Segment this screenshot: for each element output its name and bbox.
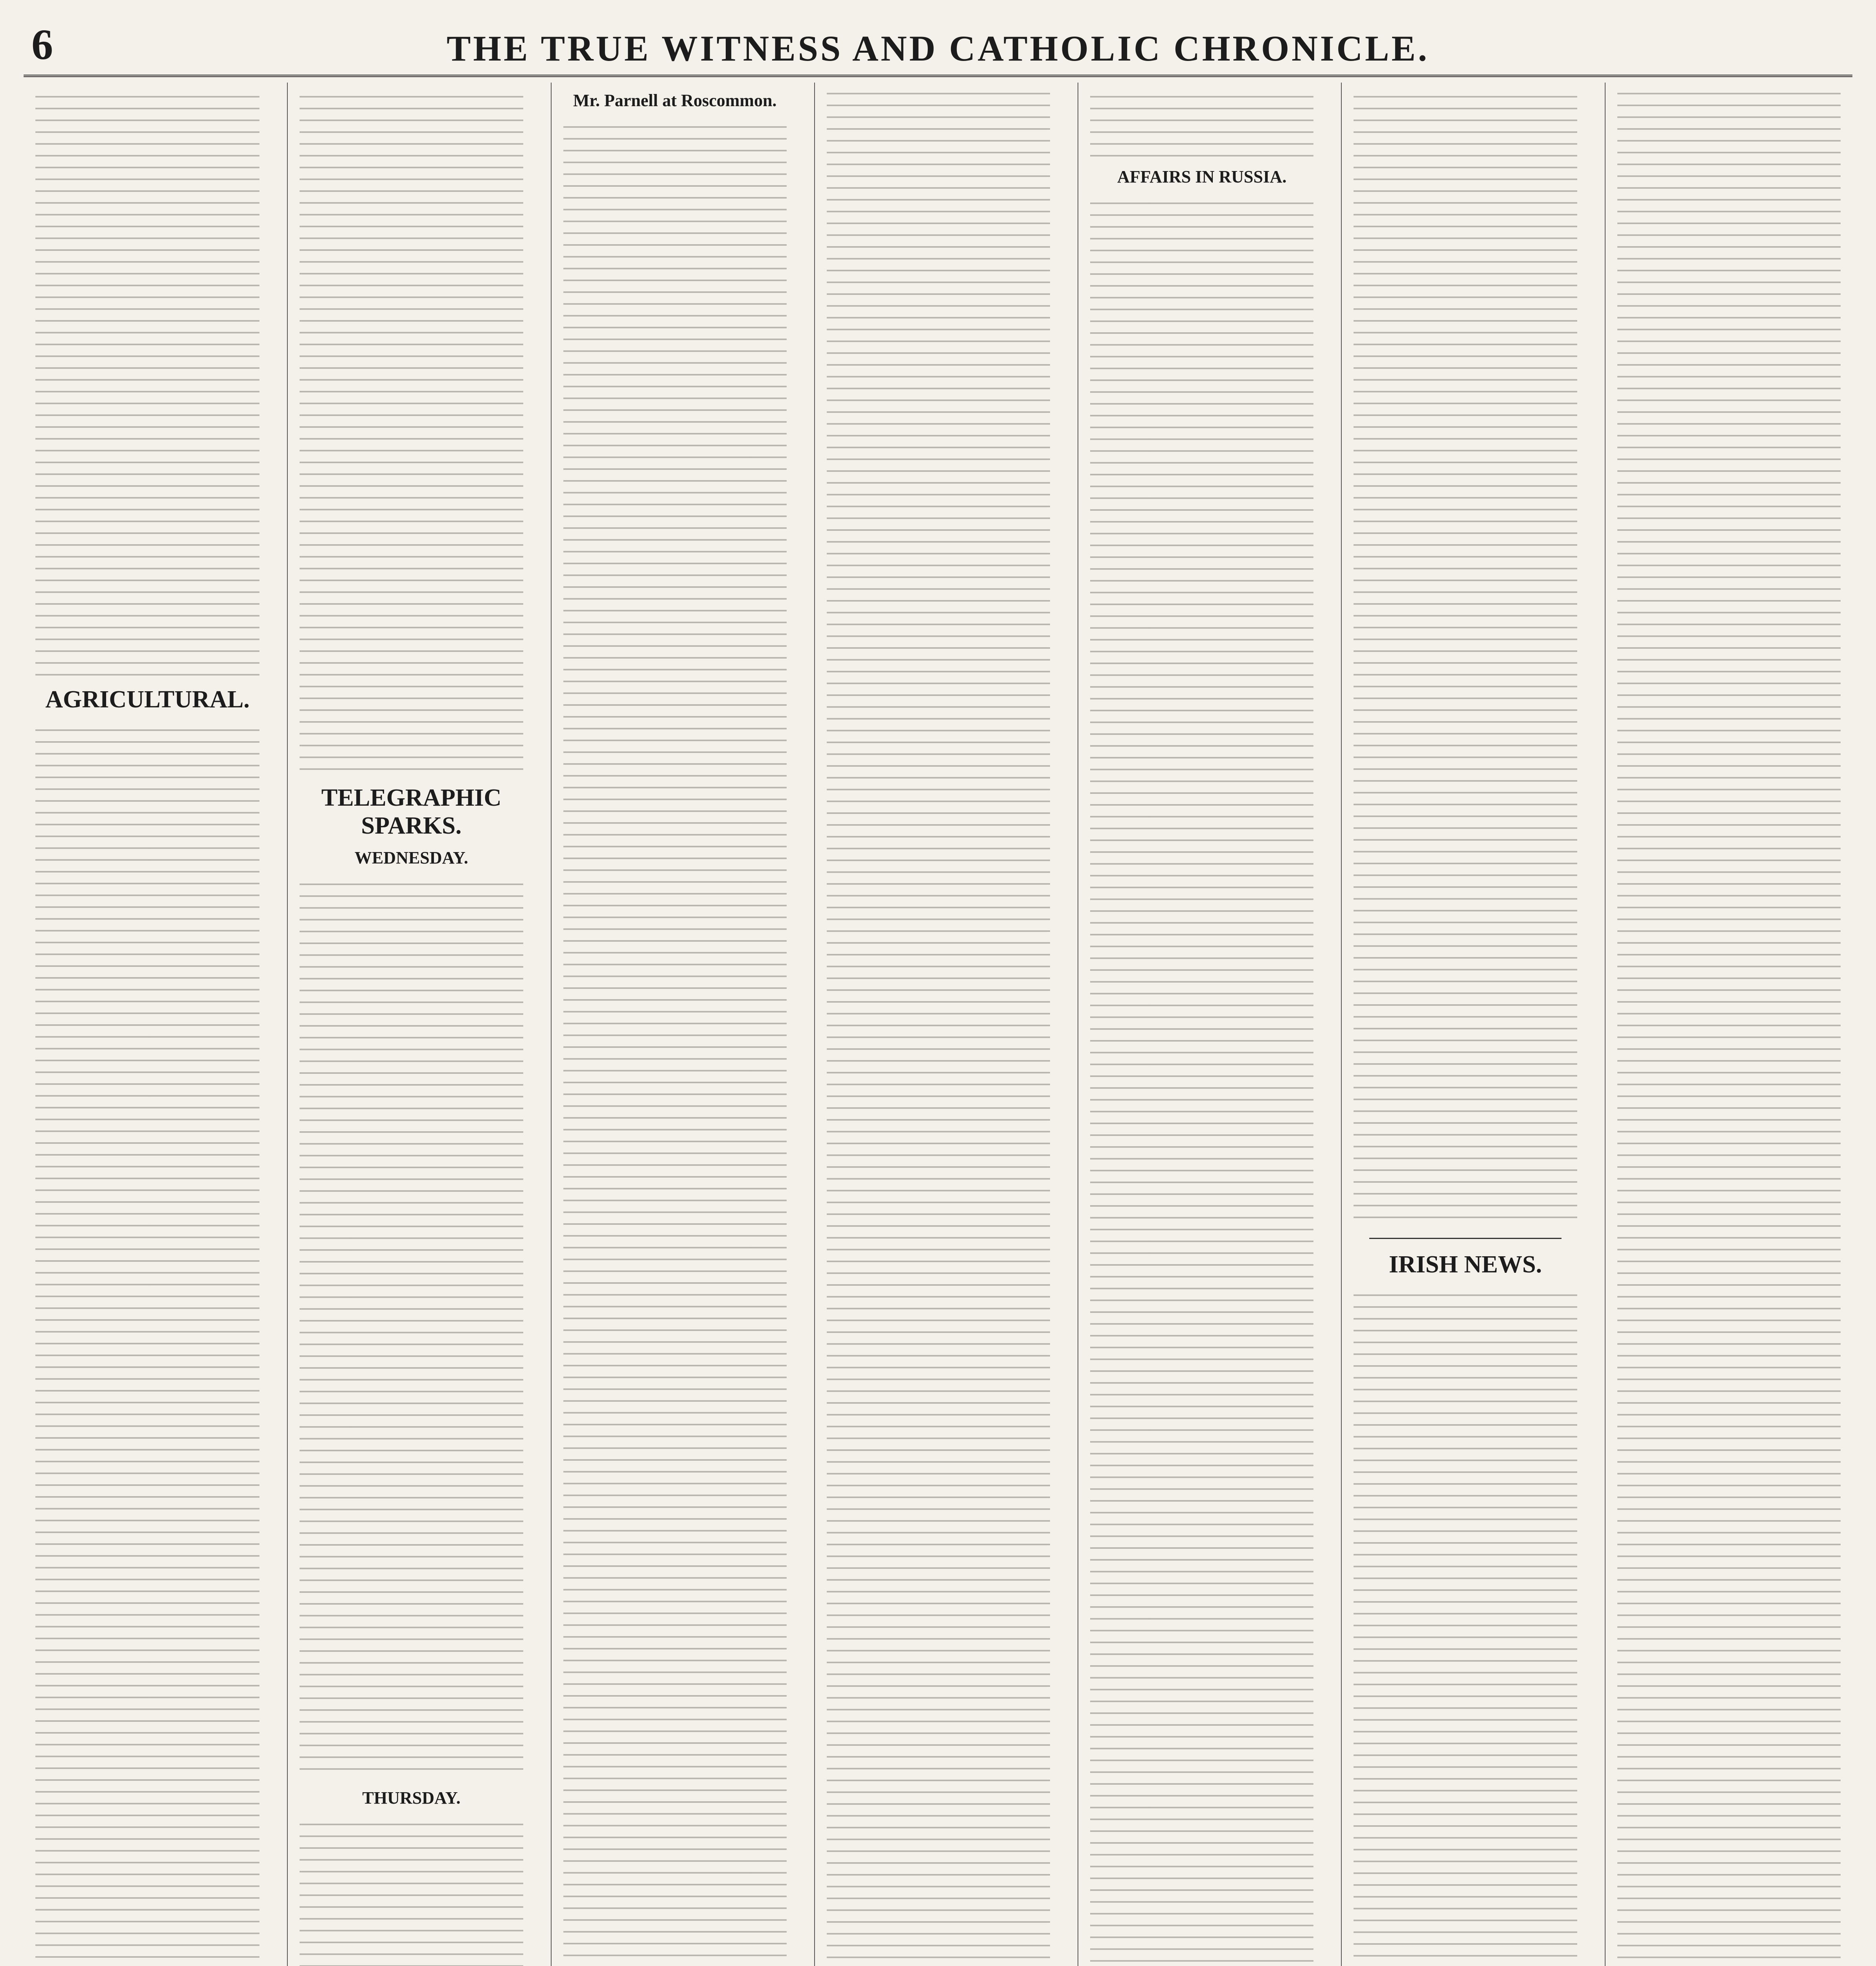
- section-heading-russia: AFFAIRS IN RUSSIA.: [1117, 167, 1287, 186]
- paper-title: THE TRUE WITNESS AND CATHOLIC CHRONICLE.: [447, 28, 1429, 68]
- article-text: [300, 873, 523, 1778]
- subheading-thursday: THURSDAY.: [362, 1788, 461, 1808]
- column-1: [24, 83, 271, 1966]
- article-text: [300, 1813, 523, 1966]
- column-4: [814, 83, 1062, 1966]
- article-text: [563, 116, 787, 1966]
- article-text: [300, 86, 523, 774]
- article-text: [35, 719, 259, 1966]
- article-text: [1617, 83, 1841, 1966]
- article-text: [827, 83, 1050, 1966]
- poem-text: [1354, 86, 1577, 1226]
- page-number: 6: [31, 20, 53, 68]
- divider: [1369, 1238, 1561, 1239]
- article-text: [1090, 86, 1313, 156]
- masthead: [24, 16, 1852, 77]
- column-2: [287, 83, 535, 1966]
- article-text: [1090, 192, 1313, 1966]
- article-text: [1354, 1284, 1577, 1966]
- section-heading-irish-news: IRISH NEWS.: [1389, 1251, 1542, 1278]
- section-heading-agricultural: AGRICULTURAL.: [45, 686, 250, 713]
- section-heading-roscommon: Mr. Parnell at Roscommon.: [573, 91, 777, 110]
- article-columns: [24, 83, 1852, 1966]
- column-7: [1605, 83, 1852, 1966]
- column-3: [551, 83, 798, 1966]
- column-5: [1078, 83, 1325, 1966]
- column-6: [1341, 83, 1589, 1966]
- article-text: [35, 86, 259, 676]
- section-heading-telegraphic: TELEGRAPHIC SPARKS.: [321, 784, 502, 839]
- subheading-wednesday: WEDNESDAY.: [354, 848, 468, 867]
